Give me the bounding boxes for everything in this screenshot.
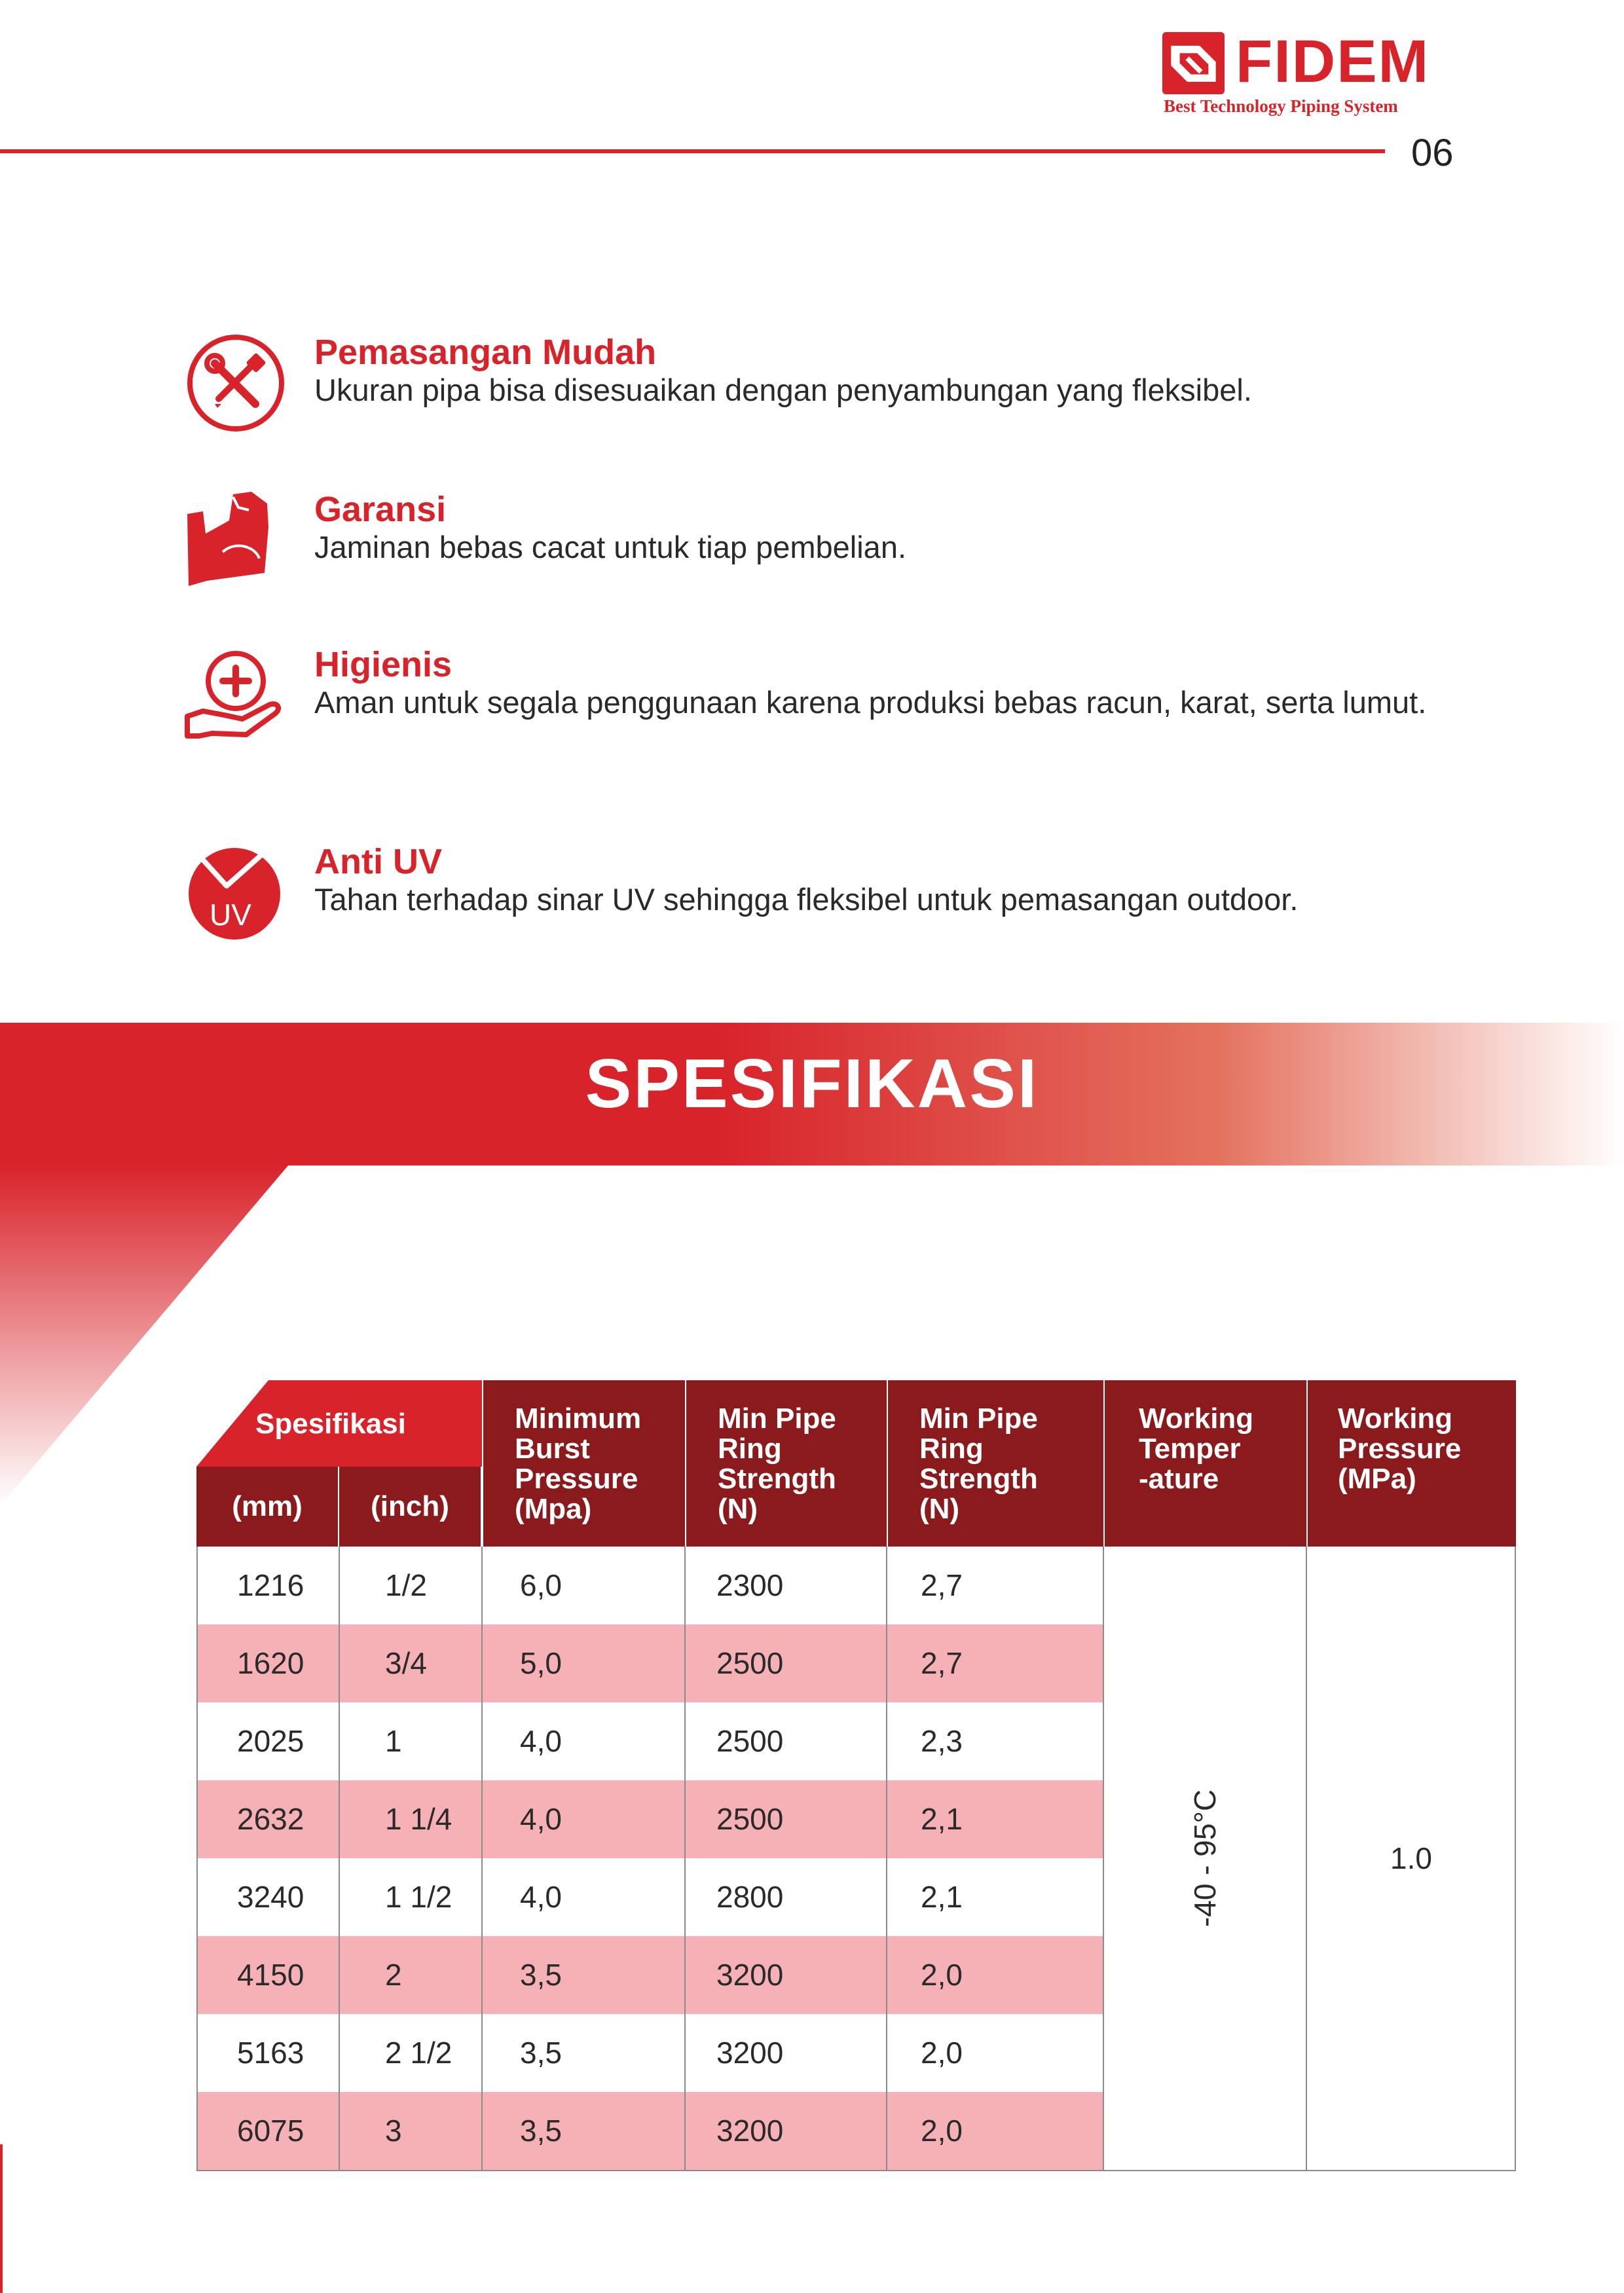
header-working-temperature: Working Temper -ature [1103, 1380, 1306, 1547]
grid-line [1103, 1547, 1104, 2171]
cell-inch: 2 1/2 [385, 2036, 452, 2070]
feature-title: Garansi [314, 490, 447, 529]
subheader-inch: (inch) [339, 1467, 482, 1547]
cell-ring2: 2,7 [921, 1568, 963, 1602]
cell-ring2: 2,7 [921, 1646, 963, 1680]
table-row [196, 1702, 1103, 1780]
cell-ring1: 2500 [716, 1802, 784, 1836]
cell-ring1: 2500 [716, 1724, 784, 1758]
cell-ring1: 3200 [716, 1958, 784, 1992]
cell-ring1: 2800 [716, 1880, 784, 1914]
header-min-ring-strength-1: Min Pipe Ring Strength (N) [685, 1380, 887, 1547]
cell-inch: 1 [385, 1724, 402, 1758]
feature-description: Jaminan bebas cacat untuk tiap pembelian. [314, 530, 907, 564]
cell-ring2: 2,1 [921, 1802, 963, 1836]
feature-description: Aman untuk segala penggunaan karena produksi bebas racun, karat, serta lumut. [314, 685, 1427, 720]
cell-burst: 4,0 [520, 1802, 562, 1836]
cell-working-temperature: -40 - 95°C [1188, 1789, 1222, 1928]
uv-badge-text: UV [210, 898, 251, 932]
tools-icon [183, 331, 288, 435]
cell-inch: 1/2 [385, 1568, 427, 1602]
grid-line [1306, 1547, 1307, 2171]
feature-title: Anti UV [314, 842, 442, 881]
table-row [196, 1624, 1103, 1702]
cell-ring1: 3200 [716, 2114, 784, 2148]
cell-working-pressure: 1.0 [1390, 1841, 1432, 1875]
cell-burst: 5,0 [520, 1646, 562, 1680]
cell-burst: 3,5 [520, 2036, 562, 2070]
header-divider [0, 149, 1385, 153]
cell-mm: 1216 [237, 1568, 304, 1602]
strong-arm-icon [183, 488, 288, 593]
grid-line [886, 1547, 887, 2171]
feature-title: Higienis [314, 645, 452, 684]
feature-description: Ukuran pipa bisa disesuaikan dengan penyambungan yang fleksibel. [314, 373, 1252, 407]
page-number: 06 [1411, 132, 1454, 174]
brand-name: FIDEM [1236, 28, 1430, 95]
feature-hygienic [183, 643, 1493, 774]
cell-ring1: 3200 [716, 2036, 784, 2070]
cell-ring1: 2500 [716, 1646, 784, 1680]
grid-line [684, 1547, 686, 2171]
header-working-pressure: Working Pressure (MPa) [1306, 1380, 1516, 1547]
grid-line [196, 2170, 1516, 2171]
cell-inch: 1 1/2 [385, 1880, 452, 1914]
subheader-mm: (mm) [196, 1467, 339, 1547]
cell-burst: 6,0 [520, 1568, 562, 1602]
grid-line [339, 1547, 340, 2171]
cell-mm: 2025 [237, 1724, 304, 1758]
feature-easy-install [183, 331, 1493, 442]
table-row [196, 1547, 1103, 1624]
spec-table [196, 1380, 1516, 2171]
grid-line [1515, 1547, 1516, 2171]
feature-title: Pemasangan Mudah [314, 333, 657, 372]
table-row [196, 2092, 1103, 2170]
spec-header-label: Spesifikasi [255, 1408, 406, 1440]
table-row [196, 1858, 1103, 1936]
hygiene-hand-icon [183, 643, 288, 748]
feature-description: Tahan terhadap sinar UV sehingga fleksibel untuk pemasangan outdoor. [314, 882, 1299, 917]
decorative-side-line [0, 2144, 3, 2293]
cell-mm: 6075 [237, 2114, 304, 2148]
uv-icon [183, 840, 288, 945]
cell-ring1: 2300 [716, 1568, 784, 1602]
cell-inch: 1 1/4 [385, 1802, 452, 1836]
cell-inch: 2 [385, 1958, 402, 1992]
feature-anti-uv [183, 840, 1493, 951]
cell-inch: 3 [385, 2114, 402, 2148]
grid-line [196, 1547, 198, 2171]
cell-burst: 3,5 [520, 2114, 562, 2148]
table-row [196, 1780, 1103, 1858]
table-row [196, 2014, 1103, 2092]
header-min-ring-strength-2: Min Pipe Ring Strength (N) [887, 1380, 1103, 1547]
cell-burst: 4,0 [520, 1880, 562, 1914]
cell-burst: 3,5 [520, 1958, 562, 1992]
cell-ring2: 2,0 [921, 1958, 963, 1992]
cell-mm: 5163 [237, 2036, 304, 2070]
cell-mm: 3240 [237, 1880, 304, 1914]
cell-ring2: 2,0 [921, 2036, 963, 2070]
brand-tagline: Best Technology Piping System [1164, 96, 1398, 116]
cell-ring2: 2,3 [921, 1724, 963, 1758]
cell-burst: 4,0 [520, 1724, 562, 1758]
cell-ring2: 2,1 [921, 1880, 963, 1914]
brand-logo [1162, 29, 1457, 121]
grid-line [481, 1547, 483, 2171]
cell-mm: 2632 [237, 1802, 304, 1836]
feature-warranty [183, 488, 1493, 599]
table-row [196, 1936, 1103, 2014]
header-min-burst-pressure: Minimum Burst Pressure (Mpa) [482, 1380, 685, 1547]
cell-mm: 4150 [237, 1958, 304, 1992]
fidem-logo-mark-icon [1162, 32, 1225, 94]
cell-inch: 3/4 [385, 1646, 427, 1680]
cell-mm: 1620 [237, 1646, 304, 1680]
cell-ring2: 2,0 [921, 2114, 963, 2148]
section-title: SPESIFIKASI [585, 1045, 1039, 1122]
